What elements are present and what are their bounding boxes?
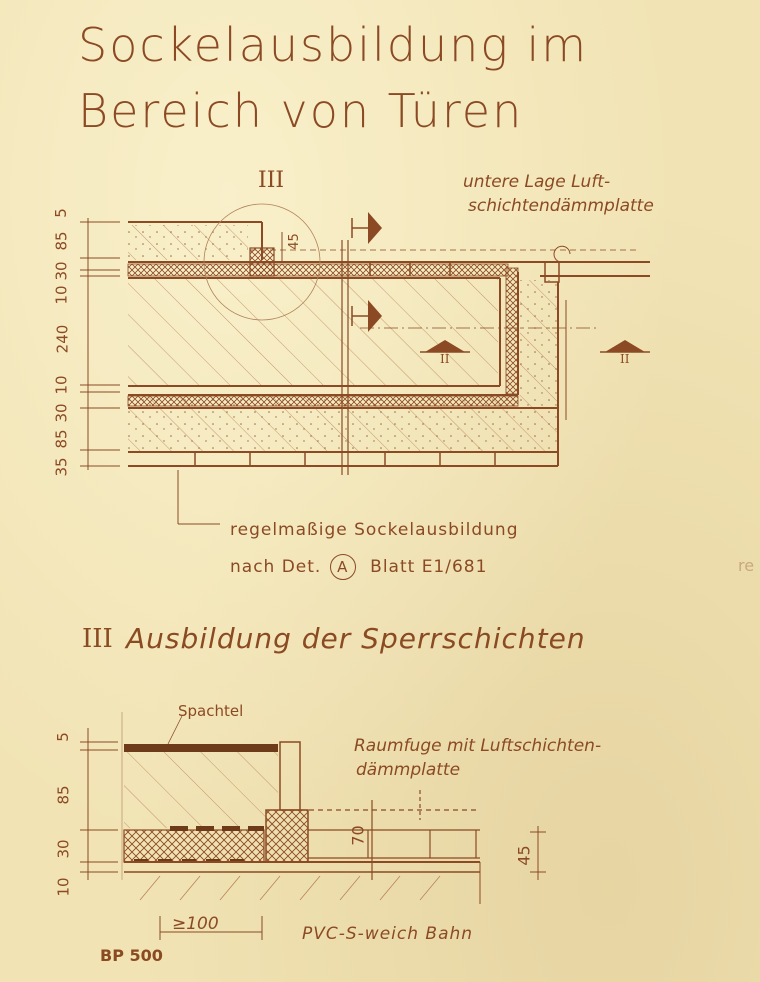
- note-upper-1: untere Lage Luft-: [463, 172, 611, 192]
- note-lower-2-prefix: nach Det.: [230, 557, 322, 577]
- dim-5-bottom: 5: [53, 732, 72, 742]
- note-lower-1: regelmaßige Sockelausbildung: [230, 520, 519, 540]
- detail-marker: III: [258, 168, 285, 193]
- spachtel-label: Spachtel: [178, 702, 244, 720]
- dim-30-mid: 30: [52, 403, 71, 423]
- dim-10-top: 10: [52, 285, 71, 305]
- heading-mark: III: [82, 624, 113, 654]
- dim-85-top: 85: [52, 231, 71, 251]
- raumfuge-note-2: dämmplatte: [356, 760, 461, 780]
- bottom-heading: Ausbildung der Sperrschichten: [126, 622, 586, 655]
- dim-30-detail: 30: [54, 839, 73, 859]
- dim-5-top: 5: [51, 208, 70, 218]
- dim-10-mid: 10: [52, 375, 71, 395]
- title-line-1: Sockelausbildung im: [78, 18, 589, 72]
- detail-circle-a: A: [330, 554, 356, 580]
- pvc-label: PVC-S-weich Bahn: [302, 924, 474, 944]
- raumfuge-note-1: Raumfuge mit Luftschichten-: [354, 736, 602, 756]
- note-lower-2-suffix: Blatt E1/681: [370, 557, 488, 577]
- edge-text: re: [738, 556, 755, 575]
- dim-100: ≥100: [172, 914, 219, 934]
- bp-label: BP 500: [100, 946, 163, 965]
- note-upper-2: schichtendämmplatte: [468, 196, 654, 216]
- section-marker-left: II: [440, 352, 450, 366]
- dim-10-detail: 10: [54, 877, 73, 897]
- dim-45-detail: 45: [514, 845, 534, 866]
- dim-85-bottom: 85: [52, 429, 71, 449]
- dim-35: 35: [52, 457, 71, 477]
- dim-30-top: 30: [52, 261, 71, 281]
- dim-45-top: 45: [286, 233, 302, 250]
- dim-85-detail: 85: [54, 785, 73, 805]
- title-line-2: Bereich von Türen: [78, 84, 524, 138]
- section-marker-right: II: [620, 352, 630, 366]
- dim-70: 70: [348, 825, 368, 846]
- dim-240: 240: [53, 324, 72, 354]
